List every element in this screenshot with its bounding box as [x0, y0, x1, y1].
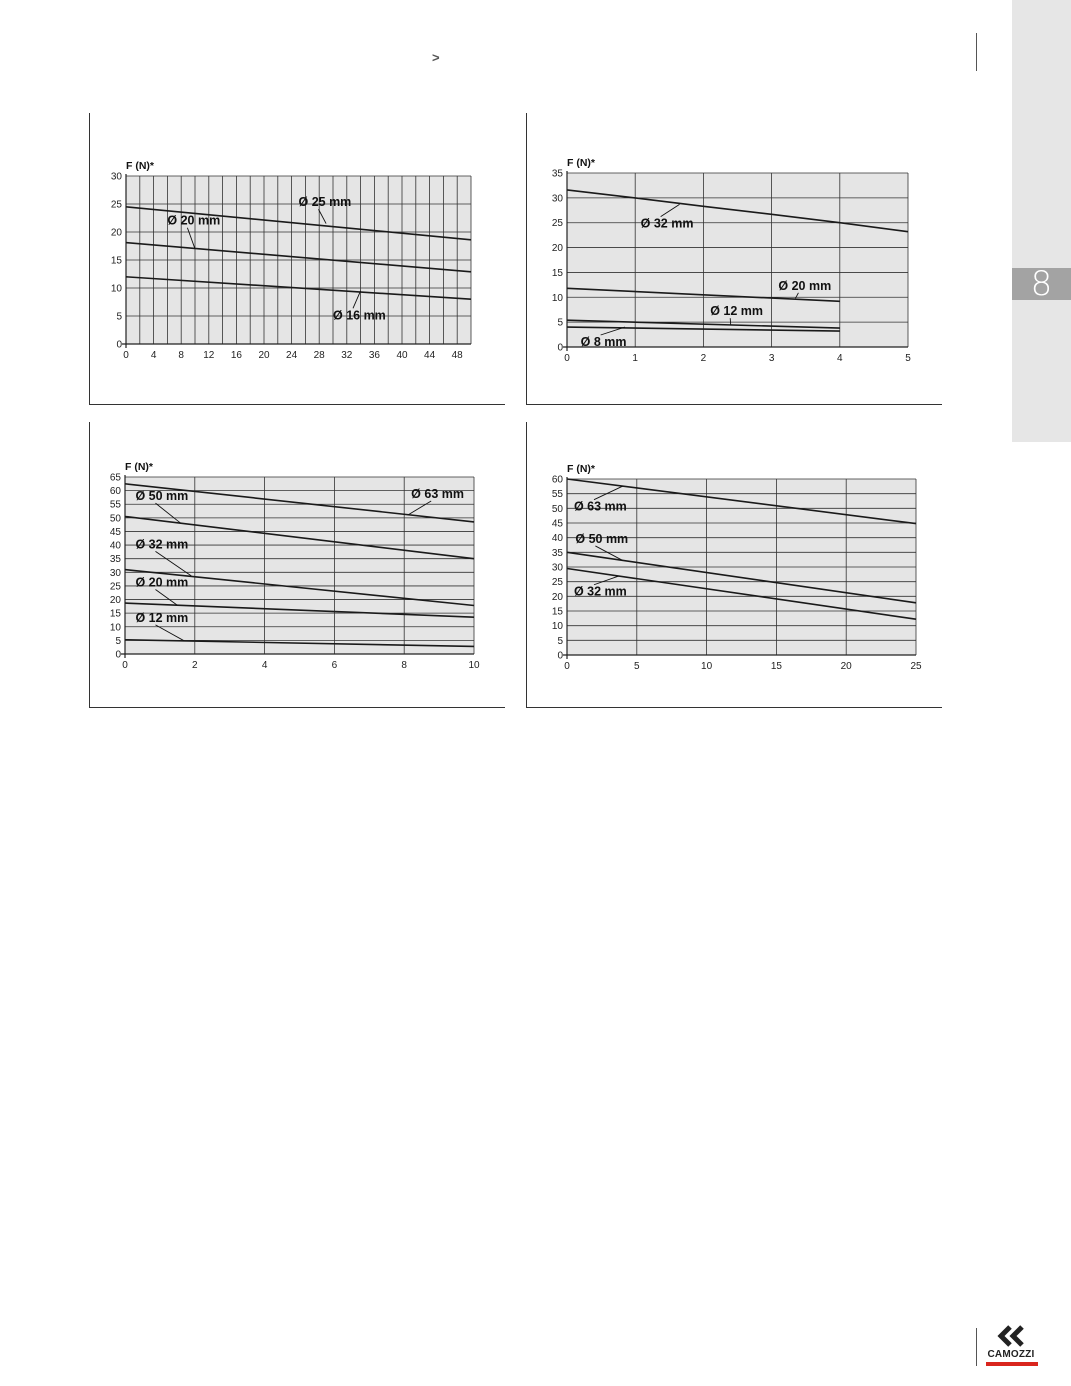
breadcrumb-arrow: > — [432, 50, 440, 65]
y-tick-label: 20 — [551, 591, 563, 603]
y-tick-label: 60 — [551, 474, 563, 486]
x-tick-label: 15 — [770, 661, 782, 672]
y-tick-label: 0 — [115, 649, 121, 661]
y-tick-label: 10 — [110, 283, 122, 295]
y-tick-label: 55 — [109, 499, 121, 511]
x-tick-label: 36 — [368, 350, 380, 361]
camozzi-logo — [982, 1325, 1040, 1367]
series-label: Ø 50 mm — [575, 531, 629, 546]
y-tick-label: 0 — [557, 342, 563, 354]
chart-4 — [552, 463, 922, 672]
y-tick-label: 5 — [116, 311, 122, 323]
y-tick-label: 65 — [109, 472, 121, 484]
x-tick-label: 12 — [203, 350, 215, 361]
y-tick-label: 45 — [109, 526, 121, 538]
x-tick-label: 5 — [905, 353, 911, 364]
x-tick-label: 8 — [178, 350, 184, 361]
series-label: Ø 8 mm — [580, 335, 627, 350]
x-tick-label: 2 — [700, 353, 707, 364]
y-tick-label: 10 — [551, 621, 563, 633]
x-tick-label: 24 — [286, 350, 298, 361]
x-tick-label: 16 — [230, 350, 242, 361]
x-tick-label: 4 — [837, 353, 843, 364]
y-tick-label: 15 — [551, 606, 563, 618]
y-tick-label: 45 — [551, 518, 563, 530]
y-tick-label: 5 — [115, 635, 121, 647]
x-tick-label: 5 — [634, 661, 640, 672]
camozzi-logo-text: CAMOZZI — [987, 1349, 1035, 1360]
y-tick-label: 25 — [551, 218, 563, 230]
series-label: Ø 25 mm — [298, 195, 352, 210]
y-tick-label: 20 — [109, 595, 121, 607]
x-tick-label: 28 — [313, 350, 325, 361]
y-tick-label: 35 — [551, 547, 563, 559]
series-label: Ø 32 mm — [640, 216, 694, 231]
y-tick-label: 20 — [110, 227, 122, 239]
series-label: Ø 12 mm — [710, 304, 764, 319]
y-tick-label: 15 — [110, 255, 122, 267]
y-axis-label: F (N)* — [125, 461, 153, 473]
x-tick-label: 4 — [150, 350, 157, 361]
y-tick-label: 25 — [551, 577, 563, 589]
y-tick-label: 60 — [109, 486, 121, 498]
chart-3 — [110, 461, 480, 671]
y-tick-label: 25 — [109, 581, 121, 593]
camozzi-logo-mark — [997, 1325, 1025, 1347]
x-tick-label: 10 — [468, 660, 480, 671]
y-tick-label: 30 — [110, 171, 122, 183]
y-tick-label: 0 — [557, 650, 563, 662]
series-label: Ø 16 mm — [333, 308, 386, 323]
x-tick-label: 6 — [331, 660, 338, 671]
y-tick-label: 15 — [109, 608, 121, 620]
series-label: Ø 63 mm — [573, 499, 627, 514]
series-label: Ø 50 mm — [135, 489, 189, 504]
y-axis-label: F (N)* — [567, 157, 595, 169]
series-label: Ø 63 mm — [411, 486, 464, 501]
y-tick-label: 50 — [551, 503, 563, 515]
y-tick-label: 30 — [551, 562, 563, 574]
x-tick-label: 1 — [632, 353, 638, 364]
x-tick-label: 0 — [123, 350, 129, 361]
series-label: Ø 12 mm — [135, 610, 189, 625]
y-tick-label: 55 — [551, 489, 563, 501]
x-tick-label: 40 — [396, 350, 408, 361]
y-tick-label: 40 — [551, 533, 563, 545]
y-tick-label: 30 — [551, 193, 563, 205]
chart-2 — [552, 157, 911, 364]
x-tick-label: 0 — [122, 660, 128, 671]
x-tick-label: 0 — [564, 353, 570, 364]
chapter-number: 8 — [1012, 268, 1071, 300]
y-tick-label: 5 — [557, 317, 563, 329]
y-tick-label: 50 — [109, 513, 121, 525]
series-label: Ø 20 mm — [135, 575, 189, 590]
y-axis-label: F (N)* — [567, 463, 595, 475]
y-tick-label: 10 — [551, 292, 563, 304]
x-tick-label: 8 — [401, 660, 407, 671]
y-tick-label: 35 — [551, 168, 563, 180]
y-tick-label: 10 — [109, 622, 121, 634]
x-tick-label: 20 — [840, 661, 852, 672]
y-tick-label: 20 — [551, 243, 563, 255]
series-label: Ø 32 mm — [573, 584, 627, 599]
y-tick-label: 5 — [557, 635, 563, 647]
camozzi-logo-bar — [986, 1362, 1038, 1366]
x-tick-label: 2 — [192, 660, 198, 671]
x-tick-label: 20 — [258, 350, 270, 361]
x-tick-label: 44 — [424, 350, 436, 361]
y-tick-label: 30 — [109, 567, 121, 579]
x-tick-label: 48 — [451, 350, 463, 361]
x-tick-label: 32 — [341, 350, 353, 361]
y-tick-label: 40 — [109, 540, 121, 552]
y-axis-label: F (N)* — [126, 160, 154, 172]
y-tick-label: 35 — [109, 554, 121, 566]
x-tick-label: 4 — [261, 660, 268, 671]
y-tick-label: 15 — [551, 267, 563, 279]
y-tick-label: 25 — [110, 199, 122, 211]
x-tick-label: 3 — [768, 353, 775, 364]
x-tick-label: 25 — [910, 661, 922, 672]
chart-1 — [111, 160, 471, 361]
x-tick-label: 0 — [564, 661, 570, 672]
x-tick-label: 10 — [701, 661, 713, 672]
series-label: Ø 32 mm — [135, 537, 189, 552]
y-tick-label: 0 — [116, 339, 122, 351]
series-label: Ø 20 mm — [778, 278, 832, 293]
footer-divider — [976, 1328, 977, 1366]
series-label: Ø 20 mm — [167, 213, 221, 228]
